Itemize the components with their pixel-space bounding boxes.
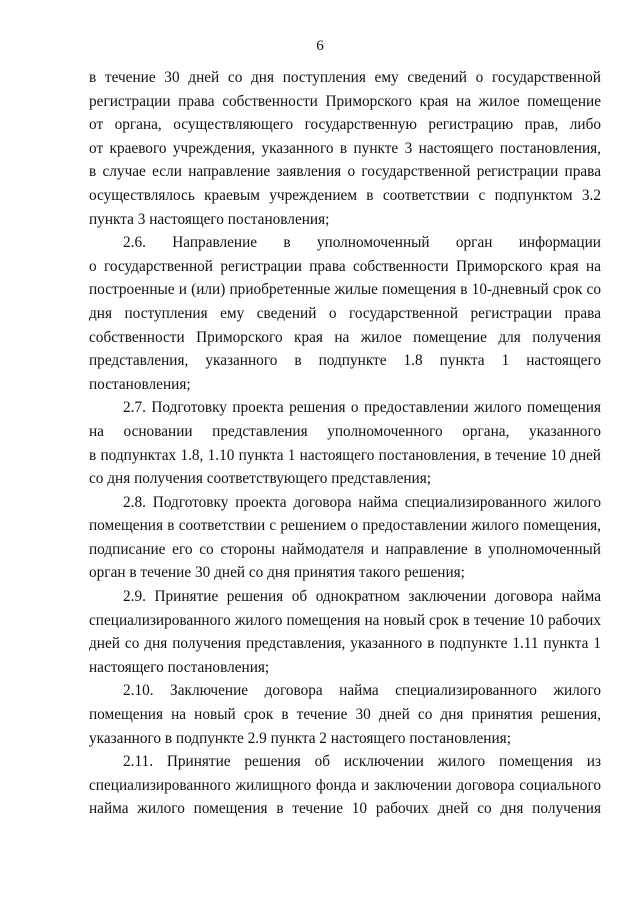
text-line: от краевого учреждения, указанного в пункте 3 настоящего постановления, [89, 139, 601, 157]
text-line: о государственной регистрации права собственности Приморского края на [89, 257, 601, 275]
text-line: в подпунктах 1.8, 1.10 пункта 1 настоящего постановления, в течение 10 дней [89, 446, 601, 464]
text-line: представления, указанного в подпункте 1.8 пункта 1 настоящего [89, 352, 601, 370]
text-line: указанного в подпункте 2.9 пункта 2 настоящего постановления; [89, 729, 511, 747]
page-number: 6 [316, 38, 324, 54]
text-line: 2.10. Заключение договора найма специализированного жилого [123, 682, 601, 700]
paragraph [89, 396, 601, 490]
text-line: 2.9. Принятие решения об однократном заключении договора найма [123, 588, 601, 606]
text-line: орган в течение 30 дней со дня принятия такого решения; [89, 564, 465, 582]
paragraph [89, 750, 601, 821]
text-line: 2.11. Принятие решения об исключении жилого помещения из [123, 753, 601, 771]
paragraph [89, 66, 601, 231]
text-line: построенные и (или) приобретенные жилые помещения в 10-дневный срок со [89, 281, 601, 299]
text-line: от органа, осуществляющего государственную регистрацию прав, либо [89, 116, 601, 134]
text-line: специализированного жилищного фонда и заключении договора социального [89, 776, 601, 794]
text-line: найма жилого помещения в течение 10 рабочих дней со дня получения [89, 800, 601, 818]
text-line: 2.6. Направление в уполномоченный орган информации [123, 234, 601, 252]
paragraph [89, 679, 601, 750]
paragraph [89, 231, 601, 396]
text-line: в течение 30 дней со дня поступления ему сведений о государственной [89, 69, 601, 86]
text-line: помещения на новый срок в течение 30 дней со дня принятия решения, [89, 706, 601, 724]
text-line: со дня получения соответствующего представления; [89, 470, 432, 488]
paragraph [89, 585, 601, 679]
document-body [89, 66, 601, 821]
text-line: постановления; [89, 375, 191, 393]
text-line: на основании представления уполномоченного органа, указанного [89, 422, 601, 440]
text-line: осуществлялось краевым учреждением в соответствии с подпунктом 3.2 [89, 186, 601, 204]
text-line: собственности Приморского края на жилое помещение для получения [89, 328, 601, 346]
text-line: дня поступления ему сведений о государственной регистрации права [89, 304, 601, 322]
text-line: помещения в соответствии с решением о предоставлении жилого помещения, [89, 517, 601, 535]
text-line: настоящего постановления; [89, 658, 270, 676]
text-line: дней со дня получения представления, указанного в подпункте 1.11 пункта 1 [89, 635, 601, 653]
text-line: регистрации права собственности Приморского края на жилое помещение [89, 92, 601, 110]
text-line: пункта 3 настоящего постановления; [89, 210, 330, 228]
text-line: специализированного жилого помещения на новый срок в течение 10 рабочих [89, 611, 601, 629]
text-line: в случае если направление заявления о государственной регистрации права [89, 163, 601, 181]
text-line: 2.7. Подготовку проекта решения о предоставлении жилого помещения [123, 399, 601, 417]
text-line: 2.8. Подготовку проекта договора найма специализированного жилого [123, 493, 601, 511]
text-line: подписание его со стороны наймодателя и направление в уполномоченный [89, 540, 601, 558]
paragraph [89, 491, 601, 585]
